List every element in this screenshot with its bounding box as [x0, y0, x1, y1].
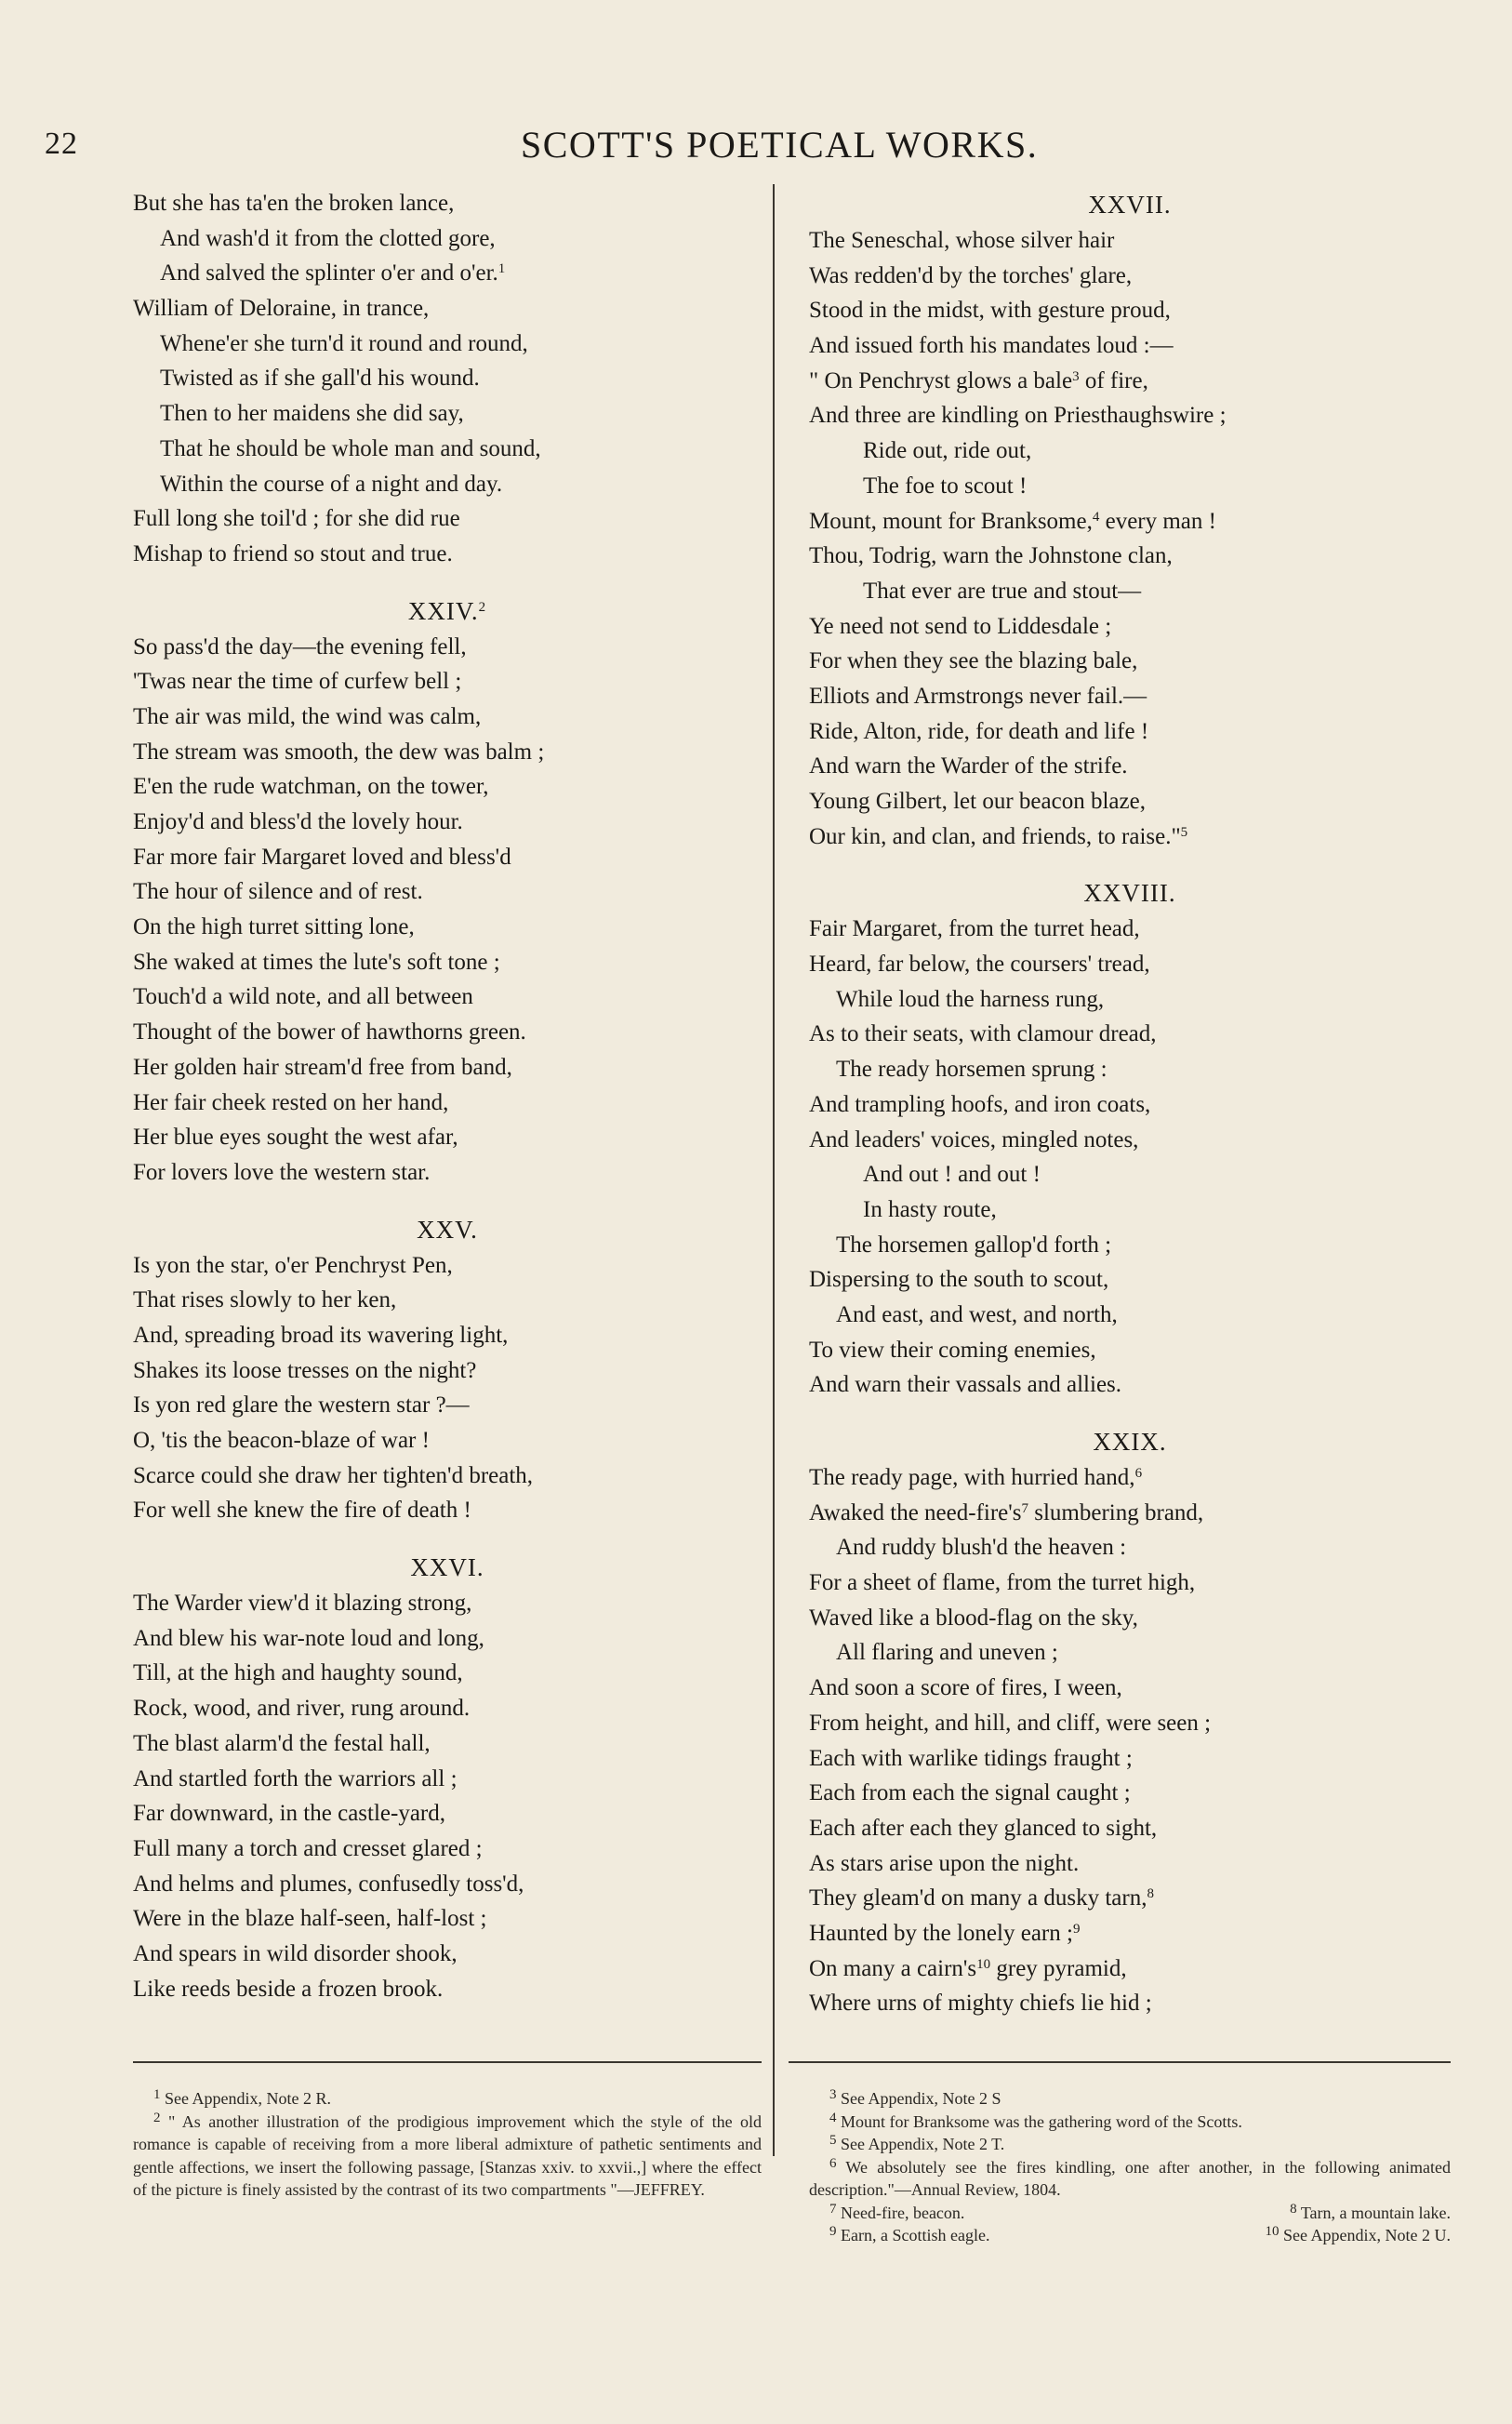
verse-line: From height, and hill, and cliff, were seen ;	[809, 1710, 1212, 1736]
verse-line: Enjoy'd and bless'd the lovely hour.	[133, 809, 463, 834]
verse-line: Mishap to friend so stout and true.	[133, 540, 453, 566]
stanza-xxvi	[133, 1586, 762, 2006]
verse-line: For when they see the blazing bale,	[809, 648, 1138, 674]
verse-line: Full long she toil'd ; for she did rue	[133, 506, 460, 532]
footnote: $^2$ " As another illustration of the prodigious improvement which the style of the old romance is capable of receiving from a more liberal admixture of pathetic sentiments and gentle affections, we insert the following passage, [Stanzas xxiv. to xxvii.,] where the effect of the picture is finely assisted by the contrast of its two compartments "—JEFFREY.	[133, 2110, 763, 2199]
stanza-xxiv	[133, 630, 762, 1191]
verse-line: In hasty route,	[863, 1196, 997, 1222]
verse-line: And three are kindling on Priesthaughswire ;	[809, 403, 1227, 429]
verse-line: E'en the rude watchman, on the tower,	[133, 774, 489, 800]
verse-line: Waved like a blood-flag on the sky,	[809, 1605, 1138, 1631]
stanza-xxviii	[809, 912, 1451, 1403]
footnote: $^5$ See Appendix, Note 2 T.	[829, 2133, 1005, 2153]
footnote-mark: 2	[153, 2110, 161, 2125]
left-footnote-rule	[133, 2061, 762, 2063]
verse-line: Each from each the signal caught ;	[809, 1780, 1131, 1806]
verse-line: Awaked the need-$fire's^7$ slumbering brand,	[809, 1499, 1204, 1525]
footnote-ref: 4	[1092, 509, 1100, 525]
verse-line: William of Deloraine, in trance,	[133, 296, 430, 322]
stanza-title: XXIX.	[1093, 1428, 1167, 1456]
verse-line: Haunted by the lonely earn ;$^9$	[809, 1920, 1081, 1946]
verse-line: And spears in wild disorder shook,	[133, 1940, 458, 1966]
footnote-mark: 1	[153, 2087, 161, 2102]
verse-line: Each after each they glanced to sight,	[809, 1815, 1158, 1841]
footnote: $^6$ We absolutely see the fires kindling, one after another, in the following animated description."—Annual Review, 1804.	[809, 2155, 1451, 2199]
verse-line: Is yon the star, o'er Penchryst Pen,	[133, 1252, 453, 1278]
verse-line: The hour of silence and of rest.	[133, 879, 423, 905]
verse-line: And issued forth his mandates loud :—	[809, 333, 1174, 359]
footnote-ref: 6	[1134, 1466, 1143, 1481]
verse-line: Is yon red glare the western star ?—	[133, 1392, 470, 1418]
footnote-mark: 6	[829, 2155, 837, 2171]
verse-line: As stars arise upon the night.	[809, 1850, 1080, 1876]
verse-line: " On Penchryst glows a bale$^3$ of fire,	[809, 367, 1148, 393]
verse-line: Like reeds beside a frozen brook.	[133, 1976, 444, 2002]
verse-line: Whene'er she turn'd it round and round,	[160, 330, 528, 356]
verse-line: Heard, far below, the coursers' tread,	[809, 952, 1150, 978]
verse-line: Were in the blaze half-seen, half-lost ;	[133, 1906, 487, 1932]
verse-line: But she has ta'en the broken lance,	[133, 191, 455, 216]
left-column	[133, 186, 762, 2006]
verse-line: The Seneschal, whose silver hair	[809, 228, 1115, 253]
verse-line: Each with warlike tidings fraught ;	[809, 1745, 1133, 1771]
verse-line: On many a $cairn's^{10}$ grey pyramid,	[809, 1955, 1127, 1981]
verse-line: Fair Margaret, from the turret head,	[809, 916, 1140, 942]
verse-line: And helms and plumes, confusedly toss'd,	[133, 1871, 524, 1897]
footnote: $^1$ See Appendix, Note 2 R.	[153, 2087, 331, 2108]
verse-line: So pass'd the day—the evening fell,	[133, 633, 467, 659]
verse-line: And leaders' voices, mingled notes,	[809, 1126, 1139, 1152]
verse-line: Was redden'd by the torches' glare,	[809, 262, 1133, 288]
verse-line: And out ! and out !	[863, 1162, 1041, 1188]
verse-line: The air was mild, the wind was calm,	[133, 703, 482, 729]
stanza-title: XXVI.	[410, 1553, 484, 1582]
verse-line: The horsemen gallop'd forth ;	[836, 1232, 1112, 1258]
footnote-ref: 10	[976, 1956, 991, 1972]
stanza-xxv	[133, 1248, 762, 1529]
verse-line: And trampling hoofs, and iron coats,	[809, 1091, 1151, 1117]
footnote: $^4$ Mount for Branksome was the gathering word of the Scotts.	[829, 2110, 1242, 2131]
verse-line: They gleam'd on many a dusky tarn,$^8$	[809, 1885, 1154, 1911]
verse-line: Our kin, and clan, and friends, to raise."$^5$	[809, 823, 1188, 849]
verse-line: Dispersing to the south to scout,	[809, 1267, 1109, 1293]
opening-lines	[133, 186, 762, 572]
verse-line: Her golden hair stream'd free from band,	[133, 1054, 512, 1080]
stanza-xxvii	[809, 223, 1451, 854]
verse-line: Ride, Alton, ride, for death and life !	[809, 718, 1149, 744]
verse-line: Full many a torch and cresset glared ;	[133, 1835, 483, 1861]
verse-line: The foe to scout !	[863, 473, 1028, 499]
verse-line: Ye need not send to Liddesdale ;	[809, 613, 1112, 639]
verse-line: And soon a score of fires, I ween,	[809, 1675, 1122, 1701]
verse-line: Thou, Todrig, warn the Johnstone clan,	[809, 543, 1173, 569]
verse-line: And warn the Warder of the strife.	[809, 753, 1128, 779]
verse-line: 'Twas near the time of curfew bell ;	[133, 669, 462, 695]
footnote-ref: 8	[1147, 1886, 1154, 1902]
stanza-title: XXVII.	[1088, 191, 1172, 219]
verse-line: For a sheet of flame, from the turret high,	[809, 1570, 1196, 1596]
verse-line: Mount, mount for Branksome,$^4$ every man !	[809, 508, 1216, 534]
verse-line: For lovers love the western star.	[133, 1159, 431, 1185]
verse-line: Stood in the midst, with gesture proud,	[809, 298, 1171, 324]
footnote-mark: 10	[1265, 2224, 1280, 2239]
verse-line: The ready page, with hurried hand,$^6$	[809, 1465, 1143, 1490]
verse-line: Young Gilbert, let our beacon blaze,	[809, 789, 1146, 814]
verse-line: Within the course of a night and day.	[160, 471, 503, 497]
verse-line: That he should be whole man and sound,	[160, 435, 541, 461]
verse-line: The ready horsemen sprung :	[836, 1057, 1107, 1083]
footnote-mark: 3	[829, 2087, 837, 2102]
footnote-ref: 3	[1072, 368, 1080, 384]
verse-line: O, 'tis the beacon-blaze of war !	[133, 1428, 430, 1453]
verse-line: Where urns of mighty chiefs lie hid ;	[809, 1991, 1152, 2017]
verse-line: And east, and west, and north,	[836, 1301, 1118, 1327]
page-number: 22	[45, 127, 78, 161]
verse-line: All flaring and uneven ;	[836, 1640, 1058, 1666]
stanza-xxix	[809, 1460, 1451, 2021]
footnote: $^7$ Need-fire, beacon. $^8$ Tarn, a mountain lake.	[829, 2201, 1451, 2222]
verse-line: And warn their vassals and allies.	[809, 1372, 1122, 1398]
verse-line: Twisted as if she gall'd his wound.	[160, 366, 480, 392]
verse-line: Far more fair Margaret loved and bless'd	[133, 844, 511, 870]
footnote-mark: 9	[829, 2224, 837, 2239]
column-divider	[773, 184, 775, 2156]
footnote-ref: 1	[497, 261, 506, 277]
stanza-title: XXIV.$^2$	[407, 596, 487, 625]
footnote-ref: 5	[1180, 824, 1188, 840]
verse-line: And ruddy blush'd the heaven :	[836, 1535, 1127, 1561]
verse-line: For well she knew the fire of death !	[133, 1498, 471, 1524]
verse-line: To view their coming enemies,	[809, 1337, 1096, 1363]
verse-line: Thought of the bower of hawthorns green.	[133, 1019, 526, 1046]
footnote: $^9$ Earn, a Scottish eagle. $^{10}$ See Appendix, Note 2 U.	[829, 2224, 1451, 2244]
right-footnote-rule	[789, 2061, 1451, 2063]
stanza-title: XXVIII.	[1083, 879, 1176, 908]
verse-line: Far downward, in the castle-yard,	[133, 1801, 445, 1827]
verse-line: While loud the harness rung,	[836, 986, 1105, 1012]
verse-line: Rock, wood, and river, rung around.	[133, 1696, 471, 1722]
verse-line: And wash'd it from the clotted gore,	[160, 225, 496, 251]
right-column	[809, 186, 1451, 2021]
footnote-mark: 7	[829, 2201, 837, 2217]
verse-line: And startled forth the warriors all ;	[133, 1765, 458, 1791]
verse-line: Her fair cheek rested on her hand,	[133, 1089, 449, 1115]
verse-line: Her blue eyes sought the west afar,	[133, 1125, 458, 1151]
verse-line: The blast alarm'd the festal hall,	[133, 1730, 431, 1756]
verse-line: And blew his war-note loud and long,	[133, 1625, 484, 1651]
verse-line: And salved the splinter o'er and o'er.$^1$	[160, 260, 506, 286]
footnote-ref: 7	[1021, 1500, 1028, 1516]
verse-line: As to their seats, with clamour dread,	[809, 1021, 1157, 1047]
verse-line: Ride out, ride out,	[863, 438, 1032, 464]
footnote-mark: 8	[1290, 2201, 1297, 2217]
verse-line: The Warder view'd it blazing strong,	[133, 1591, 472, 1617]
footnote-ref: 9	[1072, 1921, 1081, 1937]
verse-line: She waked at times the lute's soft tone ;	[133, 949, 500, 975]
verse-line: Touch'd a wild note, and all between	[133, 984, 473, 1010]
running-title: SCOTT'S POETICAL WORKS.	[521, 124, 1039, 166]
verse-line: Elliots and Armstrongs never fail.—	[809, 683, 1147, 709]
verse-line: And, spreading broad its wavering light,	[133, 1322, 509, 1348]
verse-line: The stream was smooth, the dew was balm ;	[133, 739, 545, 765]
left-footnotes	[133, 2087, 762, 2202]
verse-line: Shakes its loose tresses on the night?	[133, 1357, 477, 1383]
stanza-title: XXV.	[417, 1215, 478, 1244]
footnote-ref: 2	[478, 599, 487, 615]
verse-line: Till, at the high and haughty sound,	[133, 1660, 463, 1686]
verse-line: That ever are true and stout—	[863, 578, 1142, 604]
right-footnotes	[809, 2087, 1451, 2247]
verse-line: Then to her maidens she did say,	[160, 401, 464, 427]
verse-line: Scarce could she draw her tighten'd breath,	[133, 1462, 534, 1488]
footnote: $^3$ See Appendix, Note 2 S	[829, 2087, 1001, 2108]
footnote-mark: 5	[829, 2133, 837, 2148]
footnote-mark: 4	[829, 2110, 837, 2125]
verse-line: That rises slowly to her ken,	[133, 1287, 397, 1313]
verse-line: On the high turret sitting lone,	[133, 914, 415, 940]
